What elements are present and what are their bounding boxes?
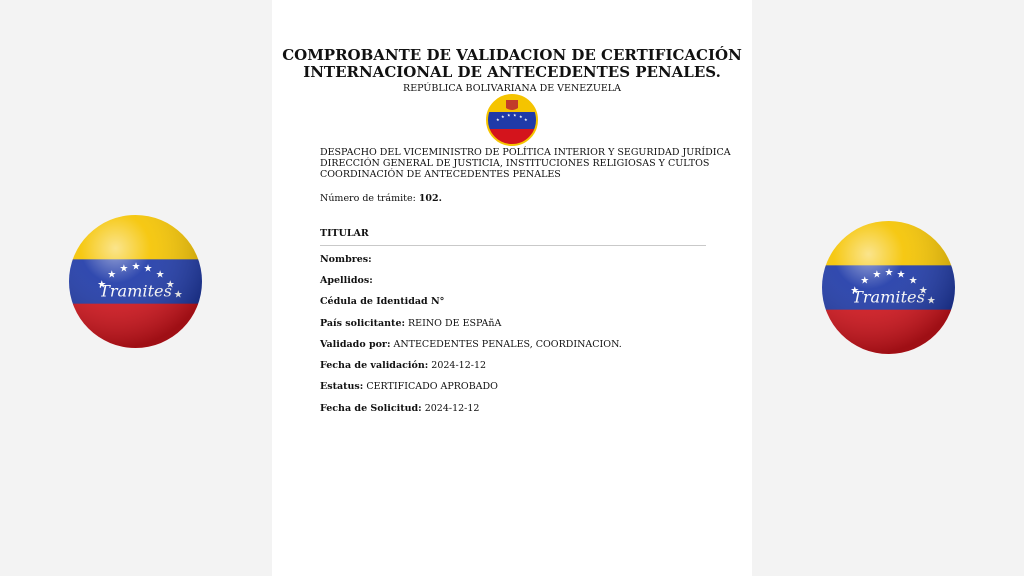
svg-text:★: ★ — [507, 112, 511, 118]
field-value: ANTECEDENTES PENALES, COORDINACION. — [393, 339, 622, 350]
field-value: REINO DE ESPAñA — [408, 318, 502, 329]
office-line-1: DESPACHO DEL VICEMINISTRO DE POLÍTICA INTERIOR Y SEGURIDAD JURÍDICA — [320, 147, 731, 158]
svg-text:★: ★ — [524, 117, 528, 122]
field-label: Nombres: — [320, 254, 372, 265]
field-value: 2024-12-12 — [424, 403, 480, 414]
field-label: Fecha de Solicitud: — [320, 403, 422, 414]
field-label: Validado por: — [320, 339, 391, 350]
office-line-2: DIRECCIÓN GENERAL DE JUSTICIA, INSTITUCIONES RELIGIOSAS Y CULTOS — [320, 158, 710, 169]
field-label: Cédula de Identidad N° — [320, 296, 445, 307]
office-line-3: COORDINACIÓN DE ANTECEDENTES PENALES — [320, 169, 561, 180]
title-line-2: INTERNACIONAL DE ANTECEDENTES PENALES. — [303, 63, 721, 81]
republic-name: REPÚBLICA BOLIVARIANA DE VENEZUELA — [403, 83, 621, 94]
field-pais-solicitante — [320, 318, 501, 329]
field-label: Apellidos: — [320, 275, 373, 286]
field-label: País solicitante: — [320, 318, 405, 329]
field-fecha-validacion — [320, 360, 486, 371]
svg-text:★: ★ — [501, 114, 505, 119]
right-tramites-flag-badge-icon — [822, 221, 955, 354]
field-validado-por — [320, 339, 622, 350]
svg-text:★: ★ — [513, 112, 517, 118]
field-fecha-solicitud — [320, 403, 479, 414]
certificate-document — [272, 0, 752, 576]
issuing-office — [320, 147, 731, 180]
field-estatus — [320, 381, 498, 392]
svg-text:★: ★ — [519, 114, 523, 119]
field-value: 2024-12-12 — [431, 360, 487, 371]
tramite-value: 102. — [418, 193, 442, 204]
title-line-1: COMPROBANTE DE VALIDACION DE CERTIFICACIÓN — [282, 46, 742, 64]
left-tramites-flag-badge-icon — [69, 215, 202, 348]
field-cedula — [320, 296, 444, 307]
section-heading-titular: TITULAR — [320, 228, 369, 239]
field-label: Estatus: — [320, 381, 364, 392]
field-apellidos — [320, 275, 373, 286]
tramite-label: Número de trámite: — [320, 193, 416, 204]
field-label: Fecha de validación: — [320, 360, 429, 371]
tramite-number — [320, 193, 442, 204]
field-nombres — [320, 254, 372, 265]
section-divider — [320, 245, 706, 246]
document-title — [272, 47, 752, 81]
svg-text:★: ★ — [496, 117, 500, 122]
venezuela-coat-of-arms-seal-icon — [484, 94, 540, 146]
field-value: CERTIFICADO APROBADO — [366, 381, 498, 392]
